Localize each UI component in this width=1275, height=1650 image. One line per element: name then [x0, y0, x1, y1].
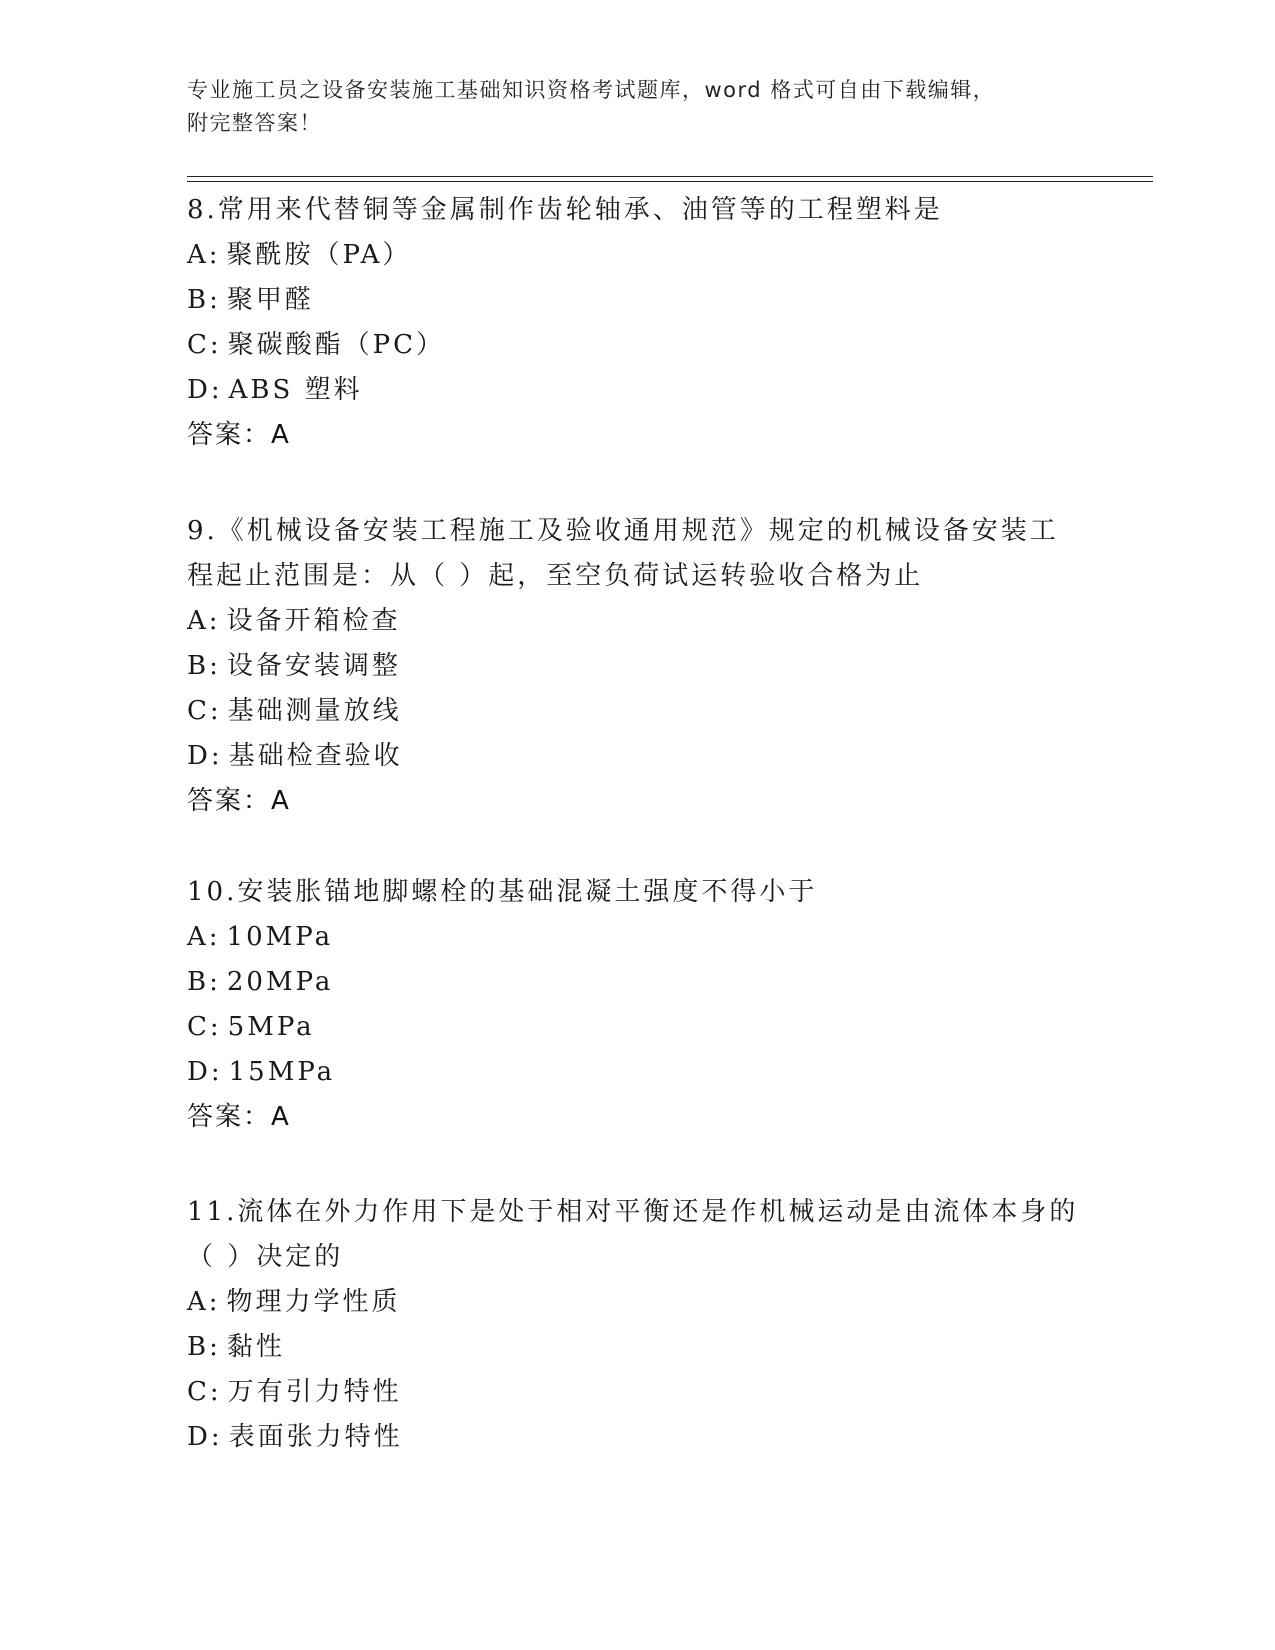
question-stem: 8.常用来代替铜等金属制作齿轮轴承、油管等的工程塑料是: [187, 195, 943, 225]
option-key: D:: [187, 1057, 223, 1087]
option-text: 设备安装调整: [226, 651, 401, 681]
question-stem-line-1: 11.流体在外力作用下是处于相对平衡还是作机械运动是由流体本身的: [187, 1197, 1079, 1227]
option-d: [187, 734, 1077, 779]
option-key: A:: [187, 1287, 221, 1317]
option-c: [187, 689, 1077, 734]
option-text: 聚碳酸酯（PC）: [227, 330, 446, 360]
option-a: [187, 1280, 1077, 1325]
option-text: 万有引力特性: [227, 1377, 402, 1407]
option-text: 物理力学性质: [226, 1287, 401, 1317]
option-text: 20MPa: [226, 967, 334, 997]
option-a: [187, 915, 1077, 960]
question-stem-line-1: 9.《机械设备安装工程施工及验收通用规范》规定的机械设备安装工: [187, 516, 1059, 546]
option-text: 15MPa: [228, 1057, 336, 1087]
option-a: [187, 599, 1077, 644]
answer-label: 答案：A: [187, 420, 291, 450]
option-key: C:: [187, 696, 222, 726]
option-key: C:: [187, 1012, 222, 1042]
option-key: D:: [187, 1422, 223, 1452]
option-key: D:: [187, 375, 223, 405]
option-key: D:: [187, 741, 223, 771]
option-key: B:: [187, 1332, 221, 1362]
option-d: [187, 1415, 1077, 1460]
option-key: B:: [187, 967, 221, 997]
option-text: ABS 塑料: [228, 375, 363, 405]
option-text: 5MPa: [227, 1012, 315, 1042]
option-text: 聚甲醛: [226, 285, 314, 315]
question-stem: 10.安装胀锚地脚螺栓的基础混凝土强度不得小于: [187, 877, 818, 907]
option-text: 聚酰胺（PA）: [226, 240, 412, 270]
option-d: [187, 1050, 1077, 1095]
option-text: 黏性: [226, 1332, 285, 1362]
header-line-1: 专业施工员之设备安装施工基础知识资格考试题库，word 格式可自由下载编辑，: [187, 78, 996, 102]
option-key: A:: [187, 922, 221, 952]
header-divider-bottom: [187, 181, 1153, 182]
option-b: [187, 1325, 1077, 1370]
answer-label: 答案：A: [187, 786, 291, 816]
option-c: [187, 1005, 1077, 1050]
option-b: [187, 644, 1077, 689]
question-11: [187, 1190, 1077, 1460]
option-key: C:: [187, 330, 222, 360]
document-header: [187, 74, 1067, 140]
option-text: 设备开箱检查: [226, 606, 401, 636]
option-text: 基础测量放线: [227, 696, 402, 726]
option-b: [187, 278, 1077, 323]
question-9: [187, 509, 1077, 824]
option-c: [187, 1370, 1077, 1415]
option-key: B:: [187, 651, 221, 681]
answer-label: 答案：A: [187, 1102, 291, 1132]
option-b: [187, 960, 1077, 1005]
option-key: C:: [187, 1377, 222, 1407]
header-line-2: 附完整答案！: [187, 111, 322, 135]
option-key: A:: [187, 606, 221, 636]
option-text: 基础检查验收: [228, 741, 403, 771]
option-text: 表面张力特性: [228, 1422, 403, 1452]
question-stem-line-2: （ ）决定的: [187, 1242, 344, 1272]
header-divider-top: [187, 176, 1153, 177]
option-d: [187, 368, 1077, 413]
option-key: B:: [187, 285, 221, 315]
question-stem-line-2: 程起止范围是：从（ ）起，至空负荷试运转验收合格为止: [187, 561, 924, 591]
question-10: [187, 870, 1077, 1140]
question-8: [187, 188, 1077, 458]
option-key: A:: [187, 240, 221, 270]
option-c: [187, 323, 1077, 368]
option-a: [187, 233, 1077, 278]
option-text: 10MPa: [226, 922, 334, 952]
